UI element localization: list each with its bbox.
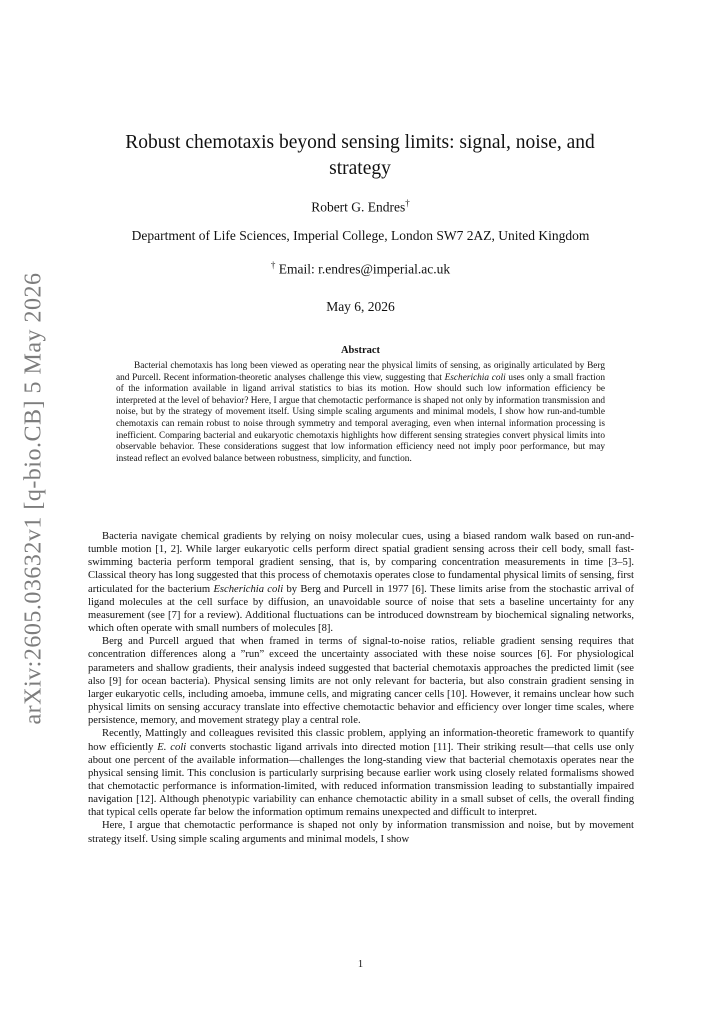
- date: May 6, 2026: [326, 299, 395, 314]
- abstract-body: [116, 361, 605, 465]
- arxiv-identifier: arXiv:2605.03632v1 [q-bio.CB] 5 May 2026: [20, 272, 47, 724]
- body-paragraph: [88, 635, 634, 727]
- text-run: Recently, Mattingly and colleagues revisited this classic problem, applying an information-theoretic framework to quantify how efficiently: [88, 728, 634, 753]
- text-run: Here, I argue that chemotactic performance is shaped not only by information transmission and noise, but by movement strategy itself. Using simple scaling arguments and minimal models, I show: [88, 820, 634, 845]
- italic-text: Escherichia coli: [444, 372, 506, 383]
- text-run: Bacteria navigate chemical gradients by relying on noisy molecular cues, using a biased random walk based on run-and-tumble motion [1, 2]. While larger eukaryotic cells perform direct spatial gradient sensing across their cell body, small fast-swimming bacteria perform temporal gradient sensing, that is, by comparing concentration measurements in time [3–5]. Classical theory has long suggested that this process of chemotaxis operates close to fundamental physical limits of sensing, first articulated for the bacterium: [88, 531, 634, 595]
- author-name: Robert G. Endres: [311, 199, 406, 215]
- text-run: uses only a small fraction of the information available in ligand arrival statistics to bias its motion. How should such low information efficiency be interpreted at the level of behavior? Here, I argue that chemotactic performance is shaped not only by information transmission and noise, but by the strategy of movement itself. Using simple scaling arguments and minimal models, I show how run-and-tumble chemotaxis can remain robust to noise through symmetry and temporal averaging, even when internal information processing is inefficient. Comparing bacterial and eukaryotic chemotaxis highlights how different sensing strategies convert physical limits into observable behavior. These considerations suggest that low information efficiency need not imply poor performance, but may instead reflect an evolved balance between robustness, simplicity, and function.: [116, 372, 606, 464]
- page-number: 1: [357, 959, 364, 970]
- text-run: Bacterial chemotaxis has long been viewed as operating near the physical limits of sensing, as originally articulated by Berg and Purcell. Recent information-theoretic analyses challenge this view, suggesting that: [116, 361, 605, 383]
- abstract-heading: Abstract: [340, 345, 381, 356]
- text-run: Berg and Purcell argued that when framed in terms of signal-to-noise ratios, reliable gradient sensing requires that concentration differences along a ”run” exceed the uncertainty associated with these noise sources [6]. For physiological parameters and shallow gradients, their analysis indeed suggested that bacterial chemotaxis approaches the predicted limit (see also [9] for ocean bacteria). Physical sensing limits are not only relevant for bacteria, but also constrain gradient sensing in larger eukaryotic cells, including amoeba, immune cells, and migrating cancer cells [10]. However, it remains unclear how such physical limits on sensing accuracy translate into effective chemotactic behavior and efficiency over longer time scales, where persistence, memory, and movement strategy play a central role.: [88, 636, 634, 727]
- body-paragraph: [88, 530, 634, 635]
- email-footnote-mark: †: [270, 260, 276, 270]
- body-paragraph: [88, 819, 634, 845]
- paper-title: Robust chemotaxis beyond sensing limits: signal, noise, and strategy: [125, 132, 595, 179]
- email-line: [0, 260, 721, 278]
- email-address: Email: r.endres@imperial.ac.uk: [278, 261, 451, 277]
- text-run: by Berg and Purcell in 1977 [6]. These limits arise from the stochastic arrival of ligand molecules at the cell surface by diffusion, an unavoidable source of noise that sets a baseline uncertainty for any measurement (see [7] for a review). Additional fluctuations can be introduced downstream by biochemical signaling networks, which often operate with small numbers of molecules [8].: [88, 583, 634, 635]
- text-run: converts stochastic ligand arrivals into directed motion [11]. Their striking result—that cells use only about one percent of the available information—challenges the long-standing view that bacterial chemotaxis operates near the physical sensing limit. This conclusion is particularly surprising because earlier work using closely related formalisms showed that chemotactic performance is information-limited, with reduced information transmission leading to substantially impaired navigation [12]. Although phenotypic variability can enhance chemotactic ability in a small subset of cells, the overall finding that typical cells operate far below the information optimum remains unexpected and difficult to interpret.: [88, 741, 634, 819]
- affiliation: Department of Life Sciences, Imperial College, London SW7 2AZ, United Kingdom: [131, 228, 590, 243]
- italic-text: E. coli: [157, 741, 187, 753]
- author-footnote-mark: †: [405, 198, 410, 208]
- italic-text: Escherichia coli: [213, 583, 284, 595]
- main-text: [88, 530, 634, 846]
- author-line: [0, 198, 721, 216]
- body-paragraph: [88, 727, 634, 819]
